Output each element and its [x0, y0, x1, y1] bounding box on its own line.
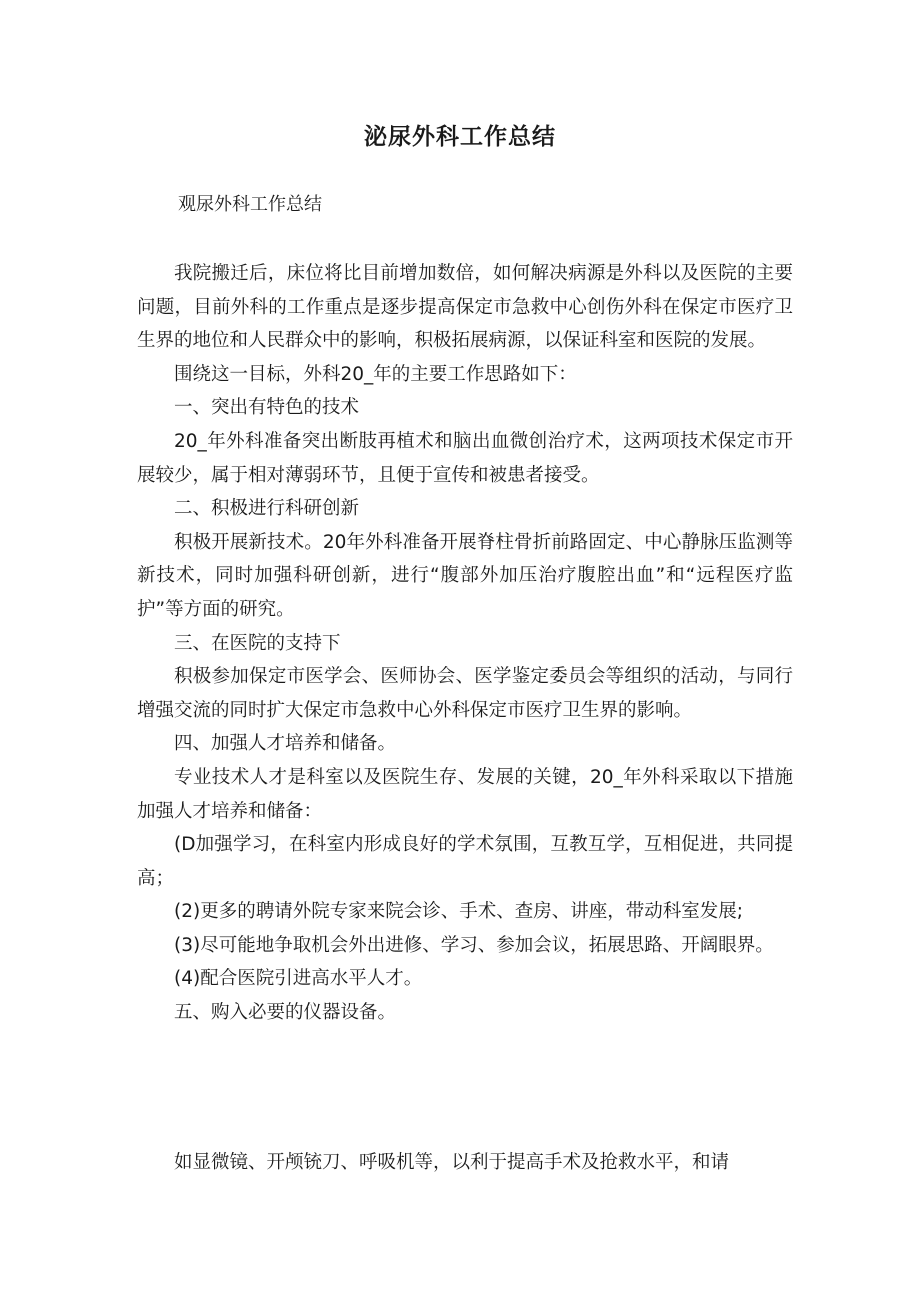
paragraph: 积极开展新技术。20年外科准备开展脊柱骨折前路固定、中心静脉压监测等新技术，同时加强科研创新，进行“腹部外加压治疗腹腔出血”和“远程医疗监护”等方面的研究。 [137, 531, 793, 620]
paragraph: 如显微镜、开颅铳刀、呼吸机等，以利于提高手术及抢救水平，和请 [174, 1152, 730, 1173]
document-tail [137, 1146, 793, 1180]
paragraph: 积极参加保定市医学会、医师协会、医学鉴定委员会等组织的活动，与同行增强交流的同时扩大保定市急救中心外科保定市医疗卫生界的影响。 [137, 666, 793, 721]
section-heading: 三、在医院的支持下 [174, 632, 341, 654]
paragraph: 专业技术人才是科室以及医院生存、发展的关键，20_年外科采取以下措施加强人才培养和储备： [137, 766, 793, 822]
list-item: (2)更多的聘请外院专家来院会诊、手术、查房、讲座，带动科室发展; [174, 901, 743, 923]
section-heading: 五、购入必要的仪器设备。 [174, 1002, 397, 1024]
document-body [137, 257, 793, 1030]
paragraph: 20_年外科准备突出断肢再植术和脑出血微创治疗术，这两项技术保定市开展较少，属于相对薄弱环节，且便于宣传和被患者接受。 [137, 430, 793, 486]
paragraph: 围绕这一目标，外科20_年的主要工作思路如下： [174, 363, 577, 385]
section-heading: 一、突出有特色的技术 [174, 397, 360, 419]
section-heading: 四、加强人才培养和储备。 [174, 733, 397, 755]
list-item: (4)配合医院引进高水平人才。 [174, 968, 423, 990]
list-item: (D加强学习，在科室内形成良好的学术氛围，互教互学，互相促进，共同提高； [137, 834, 793, 889]
section-heading: 二、积极进行科研创新 [174, 498, 360, 520]
list-item: (3)尽可能地争取机会外出进修、学习、参加会议，拓展思路、开阔眼界。 [174, 934, 774, 956]
document-subtitle: 观尿外科工作总结 [178, 194, 322, 215]
document-title: 泌尿外科工作总结 [364, 124, 556, 150]
paragraph: 我院搬迁后，床位将比目前增加数倍，如何解决病源是外科以及医院的主要问题，目前外科的工作重点是逐步提高保定市急救中心创伤外科在保定市医疗卫生界的地位和人民群众中的影响，积极拓展病源，以保证科室和医院的发展。 [137, 263, 793, 352]
